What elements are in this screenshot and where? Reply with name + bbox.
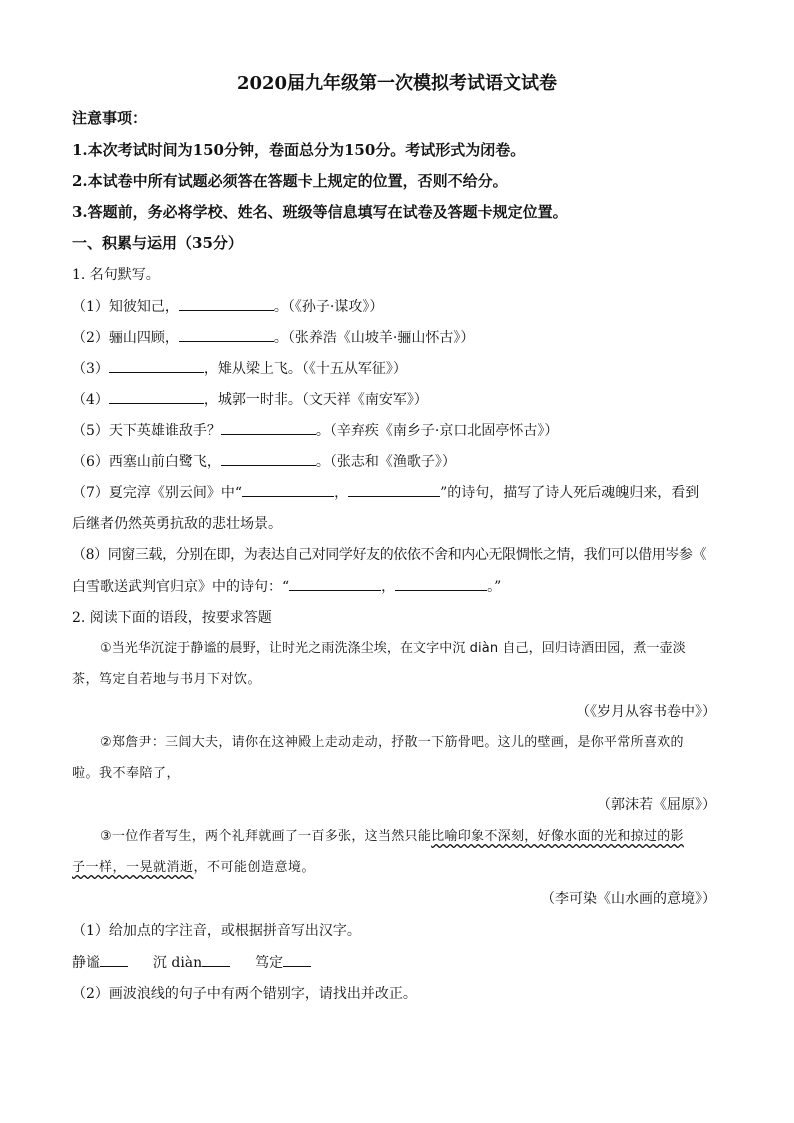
answer-blank[interactable]	[283, 952, 311, 967]
question-title: 2. 阅读下面的语段，按要求答题	[72, 610, 272, 626]
fill-item-continued	[72, 576, 501, 597]
notice-item: 2.本试卷中所有试题必须答在答题卡上规定的位置，否则不给分。	[72, 172, 508, 190]
pinyin-row	[72, 952, 311, 973]
fill-item-sep: ，	[334, 485, 349, 501]
answer-blank[interactable]	[179, 327, 274, 342]
passage-line: ②郑詹尹：三闾大夫，请你在这神殿上走动走动，抒散一下筋骨吧。这儿的壁画，是你平常所喜欢的	[100, 735, 684, 750]
fill-item-prefix: （1）知彼知己，	[72, 299, 179, 315]
answer-blank[interactable]	[221, 420, 316, 435]
fill-item-prefix: （2）骊山四顾，	[72, 330, 179, 346]
pinyin-word: 笃定	[255, 955, 284, 971]
fill-item	[72, 420, 558, 441]
notice-item: 1.本次考试时间为150分钟，卷面总分为150分。考试形式为闭卷。	[72, 141, 526, 159]
fill-item-continued: 后继者仍然英勇抗敌的悲壮场景。	[72, 516, 282, 532]
answer-blank[interactable]	[179, 296, 274, 311]
fill-item-suffix: 。”	[487, 579, 502, 595]
fill-item	[72, 327, 474, 348]
notice-item: 3.答题前，务必将学校、姓名、班级等信息填写在试卷及答题卡规定位置。	[72, 203, 568, 221]
fill-item	[72, 482, 699, 503]
fill-item-prefix: （3）	[72, 361, 109, 377]
answer-blank[interactable]	[221, 451, 316, 466]
answer-blank[interactable]	[100, 952, 128, 967]
section-heading: 一、积累与运用（35分）	[72, 234, 243, 252]
fill-item-sep: ，	[381, 579, 396, 595]
fill-item-prefix: （4）	[72, 392, 109, 408]
passage-text: ③一位作者写生，两个礼拜就画了一百多张，这当然只能	[100, 829, 432, 844]
page-title: 2020届九年级第一次模拟考试语文试卷	[236, 73, 558, 94]
fill-item	[72, 296, 383, 317]
notice-heading: 注意事项：	[72, 109, 148, 127]
pinyin-word: 沉 diàn	[152, 955, 203, 971]
question-title: 1. 名句默写。	[72, 267, 160, 283]
fill-item: （8）同窗三载，分别在即，为表达自己对同学好友的依依不舍和内心无限惆怅之情，我们可以借用岑参《	[72, 547, 707, 563]
fill-item-prefix: （6）西塞山前白鹭飞，	[72, 454, 221, 470]
passage-line: 啦。我不奉陪了，	[72, 766, 181, 781]
passage-source: （李可染《山水画的意境》）	[541, 891, 716, 907]
passage-text: ，不可能创造意境。	[193, 860, 316, 875]
wavy-sentence: 比喻印象不深刻，好像水面的光和掠过的影	[431, 829, 684, 844]
passage-line	[100, 827, 684, 847]
answer-blank[interactable]	[109, 389, 204, 404]
passage-line: 茶，笃定自若地与书月下对饮。	[72, 672, 262, 687]
answer-blank[interactable]	[395, 576, 487, 591]
fill-item-suffix: ，城郭一时非。（文天祥《南安军》）	[203, 392, 428, 408]
passage-line: ①当光华沉淀于静谧的晨野，让时光之雨洗涤尘埃，在文字中沉 diàn 自己，回归诗酒田园，煮一壶淡	[100, 641, 686, 656]
fill-item-prefix: （7）夏完淳《别云间》中“	[72, 485, 243, 501]
answer-blank[interactable]	[109, 358, 204, 373]
fill-item-suffix: ”的诗句，描写了诗人死后魂魄归来，看到	[440, 485, 700, 501]
fill-item-suffix: 。（《孙子·谋攻》）	[273, 299, 384, 315]
fill-item-suffix: 。（张养浩《山坡羊·骊山怀古》）	[273, 330, 475, 346]
passage-line	[72, 858, 315, 878]
wavy-sentence: 子一样，一晃就消逝	[72, 860, 194, 875]
pinyin-word: 静谧	[72, 955, 100, 971]
sub-question: （2）画波浪线的句子中有两个错别字，请找出并改正。	[72, 986, 417, 1002]
passage-source: （郭沫若《屈原》）	[597, 797, 716, 813]
answer-blank[interactable]	[348, 482, 440, 497]
fill-item-suffix: ，雉从梁上飞。（《十五从军征》）	[203, 361, 407, 377]
fill-item	[72, 451, 456, 472]
fill-item-suffix: 。（张志和《渔歌子》）	[315, 454, 456, 470]
answer-blank[interactable]	[202, 952, 230, 967]
fill-item-suffix: 。（辛弃疾《南乡子·京口北固亭怀古》）	[315, 423, 559, 439]
answer-blank[interactable]	[289, 576, 381, 591]
passage-source: （《岁月从容书卷中》）	[576, 704, 716, 720]
fill-item	[72, 389, 428, 410]
answer-blank[interactable]	[242, 482, 334, 497]
fill-item-prefix: 白雪歌送武判官归京》中的诗句：“	[72, 579, 290, 595]
fill-item	[72, 358, 407, 379]
sub-question: （1）给加点的字注音，或根据拼音写出汉字。	[72, 923, 361, 939]
fill-item-prefix: （5）天下英雄谁敌手？	[72, 423, 221, 439]
